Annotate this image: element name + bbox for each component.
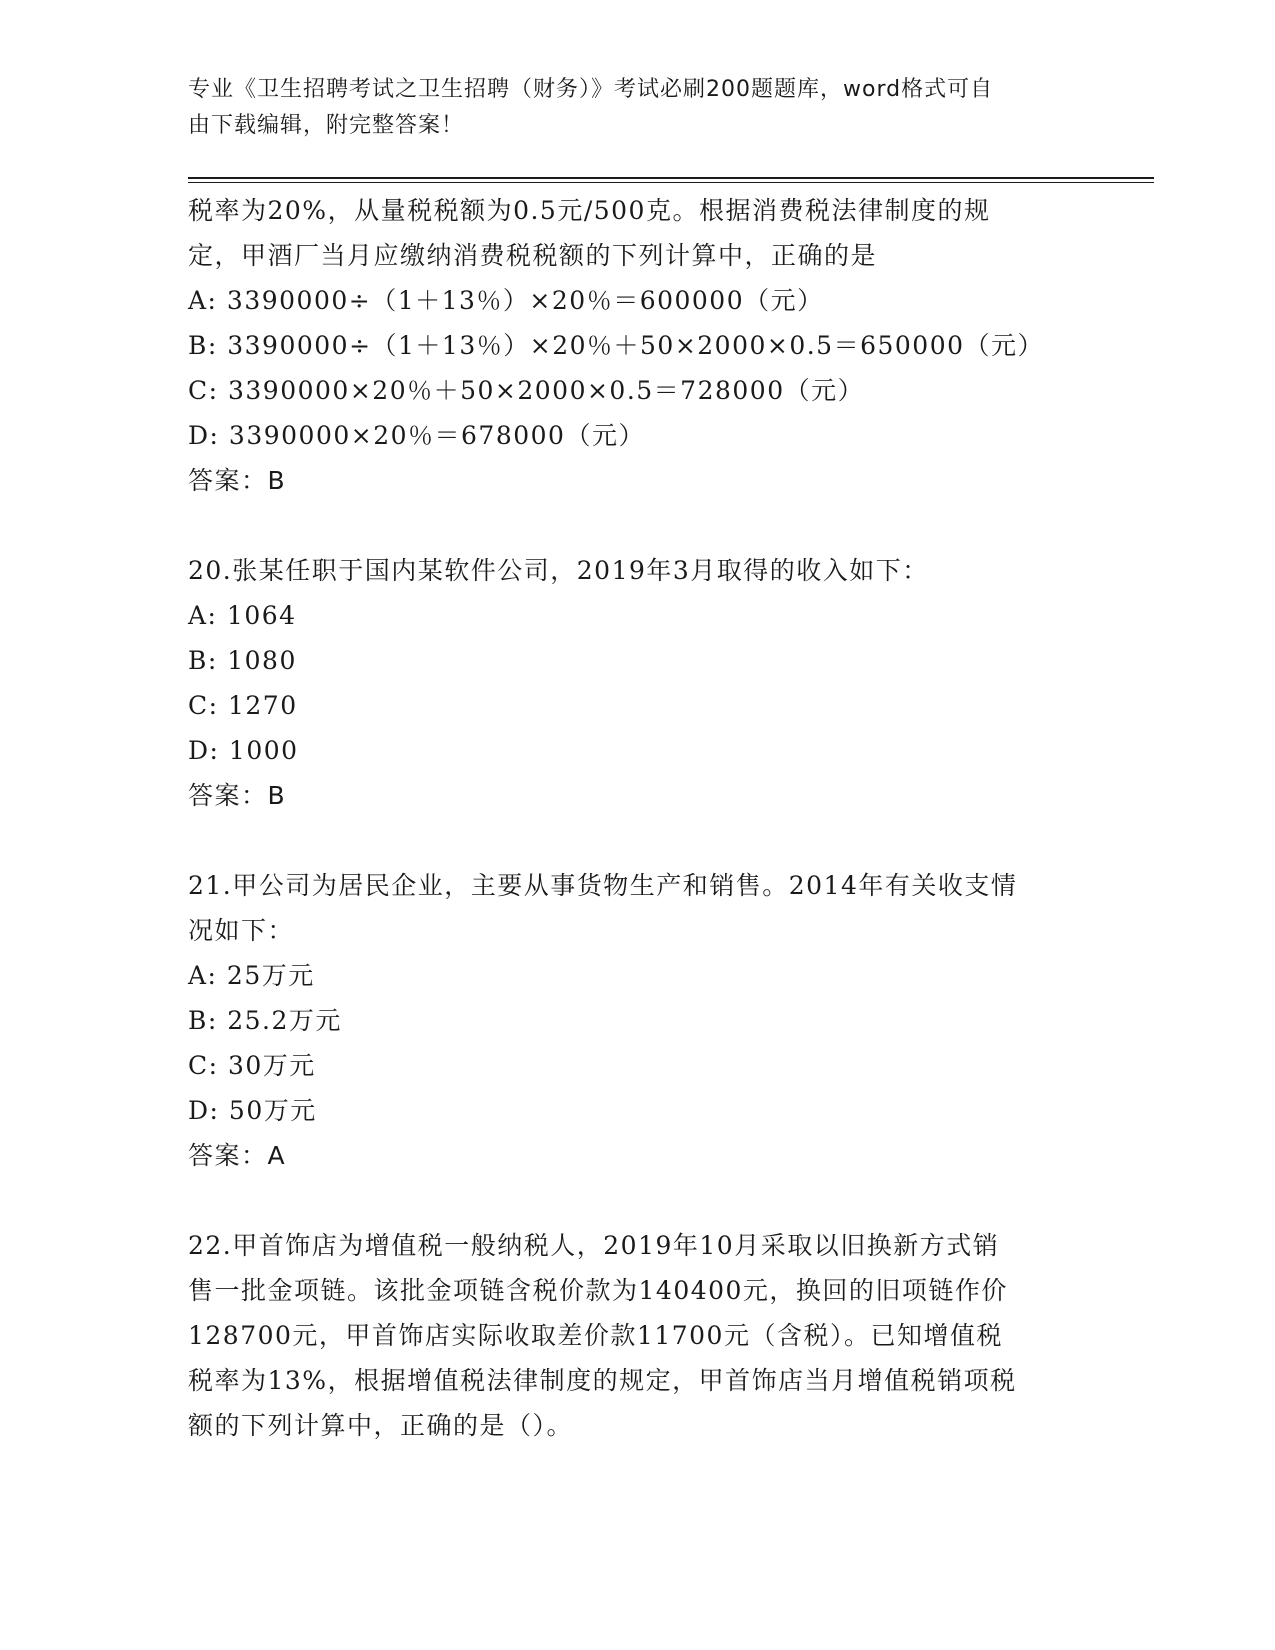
option-a: A: 3390000÷（1＋13％）×20％＝600000（元） xyxy=(188,286,824,315)
question-text-line: 额的下列计算中，正确的是（）。 xyxy=(188,1411,574,1440)
answer: 答案：A xyxy=(188,1141,287,1170)
spacer xyxy=(188,818,1088,863)
answer: 答案：B xyxy=(188,466,287,495)
header-line-1: 专业《卫生招聘考试之卫生招聘（财务）》考试必刷200题题库，word格式可自 xyxy=(188,77,994,102)
question-text-line: 20.张某任职于国内某软件公司，2019年3月取得的收入如下： xyxy=(188,556,929,585)
option-a: A: 25万元 xyxy=(188,961,315,990)
option-b: B: 3390000÷（1＋13％）×20％＋50×2000×0.5＝650000（元） xyxy=(188,331,1045,360)
option-c: C: 30万元 xyxy=(188,1051,316,1080)
option-d: D: 3390000×20％＝678000（元） xyxy=(188,421,645,450)
question-text-line: 税率为20%，从量税税额为0.5元/500克。根据消费税法律制度的规 xyxy=(188,196,991,225)
question-21 xyxy=(188,863,1088,1178)
document-header xyxy=(188,72,1068,144)
option-c: C: 1270 xyxy=(188,691,298,720)
question-text-line: 定，甲酒厂当月应缴纳消费税税额的下列计算中，正确的是 xyxy=(188,241,878,270)
option-a: A: 1064 xyxy=(188,601,297,630)
question-22 xyxy=(188,1223,1088,1448)
question-text-line: 售一批金项链。该批金项链含税价款为140400元，换回的旧项链作价 xyxy=(188,1276,1008,1305)
option-d: D: 50万元 xyxy=(188,1096,317,1125)
spacer xyxy=(188,503,1088,548)
header-divider-thin xyxy=(188,182,1154,183)
option-d: D: 1000 xyxy=(188,736,299,765)
question-text-line: 21.甲公司为居民企业，主要从事货物生产和销售。2014年有关收支情 xyxy=(188,871,1018,900)
question-text-line: 128700元，甲首饰店实际收取差价款11700元（含税）。已知增值税 xyxy=(188,1321,1003,1350)
option-b: B: 1080 xyxy=(188,646,297,675)
question-list xyxy=(188,188,1088,1448)
question-text-line: 况如下： xyxy=(188,916,295,945)
spacer xyxy=(188,1178,1088,1223)
question-19 xyxy=(188,188,1088,503)
header-divider-thick xyxy=(188,177,1154,179)
question-20 xyxy=(188,548,1088,818)
question-text-line: 税率为13%，根据增值税法律制度的规定，甲首饰店当月增值税销项税 xyxy=(188,1366,1017,1395)
question-text-line: 22.甲首饰店为增值税一般纳税人，2019年10月采取以旧换新方式销 xyxy=(188,1231,1000,1260)
answer: 答案：B xyxy=(188,781,287,810)
option-c: C: 3390000×20％＋50×2000×0.5＝728000（元） xyxy=(188,376,865,405)
header-line-2: 由下载编辑，附完整答案！ xyxy=(188,113,465,138)
option-b: B: 25.2万元 xyxy=(188,1006,342,1035)
